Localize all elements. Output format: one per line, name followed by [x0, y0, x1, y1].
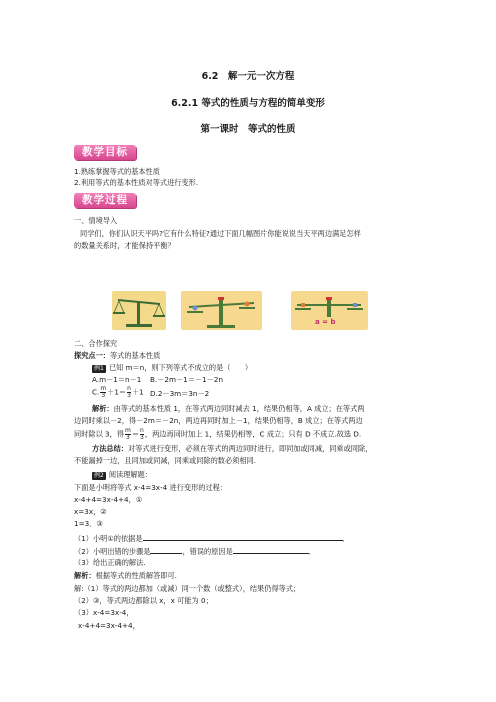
fraction — [125, 428, 131, 441]
ex1-solution-line-2: 边同时乘以－2，得－2m＝－2n，两边再同时加上－1，结果仍相等，B 成立；在等式两边 — [74, 416, 363, 425]
explore-title: 等式的基本性质 — [109, 351, 161, 360]
example-1-question — [92, 363, 252, 373]
denominator: 3 — [126, 434, 130, 441]
ex2-question-1 — [74, 532, 350, 544]
option-c — [92, 386, 144, 399]
solution-text: ，两边再同时加上 1，结果仍相等，C 成立；只有 D 不成立.故选 D. — [144, 429, 362, 439]
option-a: A.m－1＝n－1 — [92, 375, 142, 384]
intro-line-1: 同学们，你们认识天平吗?它有什么特征?通过下面几幅图片你能说说当天平两边满足怎样 — [80, 229, 361, 238]
fraction — [100, 386, 106, 399]
subsection-title: 6.2.1 等式的性质与方程的简单变形 — [171, 98, 325, 109]
lesson-title: 第一课时 等式的性质 — [200, 124, 296, 135]
denominator: 3 — [127, 392, 131, 399]
example-2-text: 阅读理解题： — [108, 470, 152, 479]
ex2-line-4: 1=3．③ — [74, 519, 103, 528]
part1-title: 一、情境导入 — [74, 216, 118, 225]
ex2-line-1: 下面是小明将等式 x-4=3x-4 进行变形的过程： — [74, 483, 228, 492]
ex1-solution-line-1 — [92, 404, 365, 414]
part2-title: 二、合作探究 — [74, 339, 118, 348]
ex2-line-2: x-4+4=3x-4+4，① — [74, 495, 143, 504]
solution-text: 根据等式的性质解答即可. — [95, 571, 177, 580]
method-summary-line-1 — [92, 444, 372, 454]
question-text: （1）小明①的依据是 — [74, 534, 143, 543]
ex2-answer-4: x-4+4=3x-4+4， — [78, 621, 140, 630]
question-end: ． — [342, 534, 350, 543]
balance-scale-icon — [112, 291, 166, 330]
option-c-mid: ＋1＝ — [107, 387, 127, 397]
section-title: 6.2 解一元一次方程 — [201, 71, 295, 82]
numerator: n — [127, 385, 131, 392]
fraction — [140, 428, 144, 441]
answer-blank — [143, 532, 343, 541]
numerator: n — [140, 427, 144, 434]
example-1-badge: 例1 — [94, 365, 104, 372]
ex2-line-3: x=3x，② — [74, 507, 107, 516]
option-b: B.－2m－1＝－1－2n — [150, 375, 224, 384]
example-1-text: 已知 m＝n，则下列等式不成立的是（ ） — [108, 363, 253, 372]
question-end: ． — [308, 547, 316, 556]
ex2-question-3: （3）给出正确的解法. — [74, 558, 146, 567]
explore-label: 探究点一： — [74, 351, 110, 360]
option-c-suffix: ＋1 — [131, 387, 144, 397]
solution-text: 由等式的基本性质 1，在等式两边同时减去 1，结果仍相等，A 成立；在等式两 — [113, 404, 365, 413]
balance-picture-3 — [291, 291, 368, 330]
solution-label: 解析： — [92, 404, 114, 413]
explore-heading — [74, 351, 160, 361]
balance-label: a = b — [315, 318, 336, 326]
ex1-solution-line-3 — [74, 428, 361, 441]
numerator: m — [124, 427, 131, 434]
balance-picture-1 — [112, 291, 166, 330]
goal-item-2: 2.利用等式的基本性质对等式进行变形. — [74, 178, 199, 187]
fraction — [127, 386, 131, 399]
equals: ＝ — [131, 429, 140, 439]
option-d: D.2－3m＝3n－2 — [150, 389, 210, 398]
goal-item-1: 1.熟练掌握等式的基本性质 — [74, 167, 160, 176]
ex2-question-2 — [74, 545, 316, 557]
solution-label: 解析： — [74, 571, 96, 580]
method-text: 对等式进行变形，必须在等式的两边同时进行，即同加或同减，同乘或同除， — [127, 444, 373, 453]
ex2-answer-1: 解:（1）等式的两边都加（或减）同一个数（或整式），结果仍得等式； — [74, 584, 301, 593]
goals-banner: 教学目标 — [74, 145, 136, 160]
process-banner: 教学过程 — [74, 193, 136, 208]
ex2-solution — [74, 571, 177, 581]
method-label: 方法总结： — [92, 444, 128, 453]
answer-blank — [233, 545, 309, 554]
question-text: ，错误的原因是 — [182, 547, 233, 556]
ex2-answer-2: （2）③，等式两边都除以 x，x 可能为 0； — [74, 596, 213, 605]
solution-text: 同时除以 3，得 — [74, 429, 124, 439]
denominator: 3 — [140, 434, 144, 441]
example-2-question — [92, 470, 152, 480]
question-text: （2）小明出错的步骤是 — [74, 547, 151, 556]
intro-line-2: 的数量关系时，才能保持平衡？ — [74, 241, 175, 250]
method-summary-line-2: 不能漏掉一边，且同加或同减，同乘或同除的数必须相同. — [74, 456, 256, 465]
example-2-badge: 例2 — [94, 472, 104, 479]
balance-scale-icon — [181, 291, 262, 330]
numerator: m — [100, 385, 107, 392]
option-c-prefix: C. — [92, 387, 100, 397]
balance-picture-2 — [181, 291, 262, 330]
denominator: 3 — [101, 392, 106, 399]
answer-blank — [150, 545, 182, 554]
ex2-answer-3: （3）x-4=3x-4， — [74, 608, 134, 617]
